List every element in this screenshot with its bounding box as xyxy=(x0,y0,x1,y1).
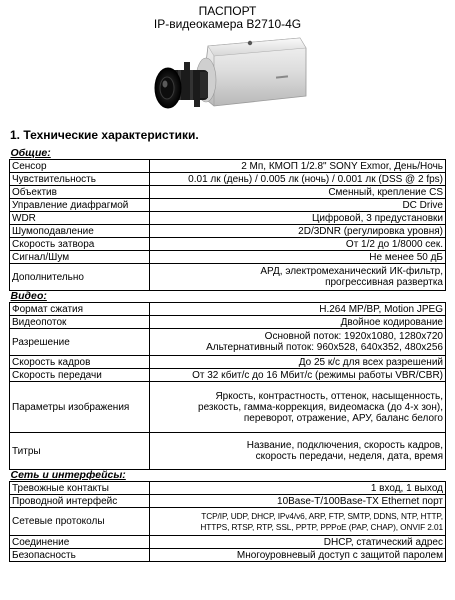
table-row xyxy=(10,536,446,549)
row-value xyxy=(150,508,446,536)
table-row xyxy=(10,160,446,173)
value-line: прогрессивная развертка xyxy=(325,277,443,288)
row-value: DHCP, статический адрес xyxy=(150,536,446,549)
row-label: Шумоподавление xyxy=(10,225,150,238)
row-label: Сигнал/Шум xyxy=(10,251,150,264)
row-label: Скорость кадров xyxy=(10,356,150,369)
value-line: АРД, электромеханический ИК-фильтр, xyxy=(260,266,443,277)
value-line: Название, подключения, скорость кадров, xyxy=(246,440,443,451)
value-line: переворот, отражение, АРУ, баланс белого xyxy=(243,412,443,424)
row-label: Тревожные контакты xyxy=(10,482,150,495)
row-value: Двойное кодирование xyxy=(150,316,446,329)
row-value: Цифровой, 3 предустановки xyxy=(150,212,446,225)
row-label: Видеопоток xyxy=(10,316,150,329)
table-row xyxy=(10,186,446,199)
row-value xyxy=(150,264,446,291)
row-label: Скорость затвора xyxy=(10,238,150,251)
value-line: HTTPS, RTSP, RTP, SSL, PPTP, PPPoE (PAP, CHAP), ONVIF 2.01 xyxy=(200,521,443,532)
row-label: Разрешение xyxy=(10,329,150,356)
table-row xyxy=(10,225,446,238)
row-value: Не менее 50 дБ xyxy=(150,251,446,264)
table-row xyxy=(10,251,446,264)
table-row xyxy=(10,264,446,291)
row-value: Многоуровневый доступ с защитой паролем xyxy=(150,549,446,562)
table-row xyxy=(10,482,446,495)
row-label: Формат сжатия xyxy=(10,303,150,316)
row-value: 1 вход, 1 выход xyxy=(150,482,446,495)
row-value: DC Drive xyxy=(150,199,446,212)
row-label: Титры xyxy=(10,433,150,470)
row-value: 2D/3DNR (регулировка уровня) xyxy=(150,225,446,238)
value-line: Основной поток: 1920x1080, 1280x720 xyxy=(264,331,443,342)
table-row xyxy=(10,369,446,382)
value-line: скорость передачи, неделя, дата, время xyxy=(255,451,443,462)
row-value xyxy=(150,329,446,356)
table-row xyxy=(10,433,446,470)
row-label: Управление диафрагмой xyxy=(10,199,150,212)
table-row xyxy=(10,238,446,251)
row-value xyxy=(150,382,446,433)
table-row xyxy=(10,329,446,356)
row-value xyxy=(150,433,446,470)
value-line: Альтернативный поток: 960x528, 640x352, 480x256 xyxy=(206,342,443,353)
row-value: От 1/2 до 1/8000 сек. xyxy=(150,238,446,251)
document-title: ПАСПОРТ xyxy=(198,4,257,18)
row-label: Сетевые протоколы xyxy=(10,508,150,536)
camera-image xyxy=(150,36,310,122)
row-label: Дополнительно xyxy=(10,264,150,291)
document-subtitle: IP-видеокамера B2710-4G xyxy=(153,17,302,31)
group-title-network: Сеть и интерфейсы: xyxy=(10,470,446,482)
row-label: Скорость передачи xyxy=(10,369,150,382)
row-value: H.264 MP/BP, Motion JPEG xyxy=(150,303,446,316)
row-label: WDR xyxy=(10,212,150,225)
value-line: резкость, гамма-коррекция, видеомаска (до 4-х зон), xyxy=(198,401,443,413)
group-title-general: Общие: xyxy=(10,148,446,160)
section-title: 1. Технические характеристики. xyxy=(10,128,199,142)
row-label: Объектив xyxy=(10,186,150,199)
row-label: Соединение xyxy=(10,536,150,549)
row-label: Безопасность xyxy=(10,549,150,562)
table-row xyxy=(10,356,446,369)
row-label: Сенсор xyxy=(10,160,150,173)
value-line: Яркость, контрастность, оттенок, насыщенность, xyxy=(215,390,443,402)
table-row xyxy=(10,199,446,212)
table-row xyxy=(10,495,446,508)
table-row xyxy=(10,303,446,316)
table-row xyxy=(10,212,446,225)
row-value: 10Base-T/100Base-TX Ethernet порт xyxy=(150,495,446,508)
row-label: Параметры изображения xyxy=(10,382,150,433)
row-value: До 25 к/с для всех разрешений xyxy=(150,356,446,369)
specs-table xyxy=(9,148,446,562)
row-label: Проводной интерфейс xyxy=(10,495,150,508)
table-row xyxy=(10,549,446,562)
table-row xyxy=(10,173,446,186)
row-label: Чувствительность xyxy=(10,173,150,186)
table-row xyxy=(10,382,446,433)
row-value: От 32 кбит/с до 16 Мбит/с (режимы работы VBR/CBR) xyxy=(150,369,446,382)
row-value: 0.01 лк (день) / 0.005 лк (ночь) / 0.001 лк (DSS @ 2 fps) xyxy=(150,173,446,186)
table-row xyxy=(10,316,446,329)
group-title-video: Видео: xyxy=(10,291,446,303)
table-row xyxy=(10,508,446,536)
value-line: TCP/IP, UDP, DHCP, IPv4/v6, ARP, FTP, SMTP, DDNS, NTP, HTTP, xyxy=(201,510,443,521)
row-value: Сменный, крепление CS xyxy=(150,186,446,199)
row-value: 2 Мп, КМОП 1/2.8" SONY Exmor, День/Ночь xyxy=(150,160,446,173)
